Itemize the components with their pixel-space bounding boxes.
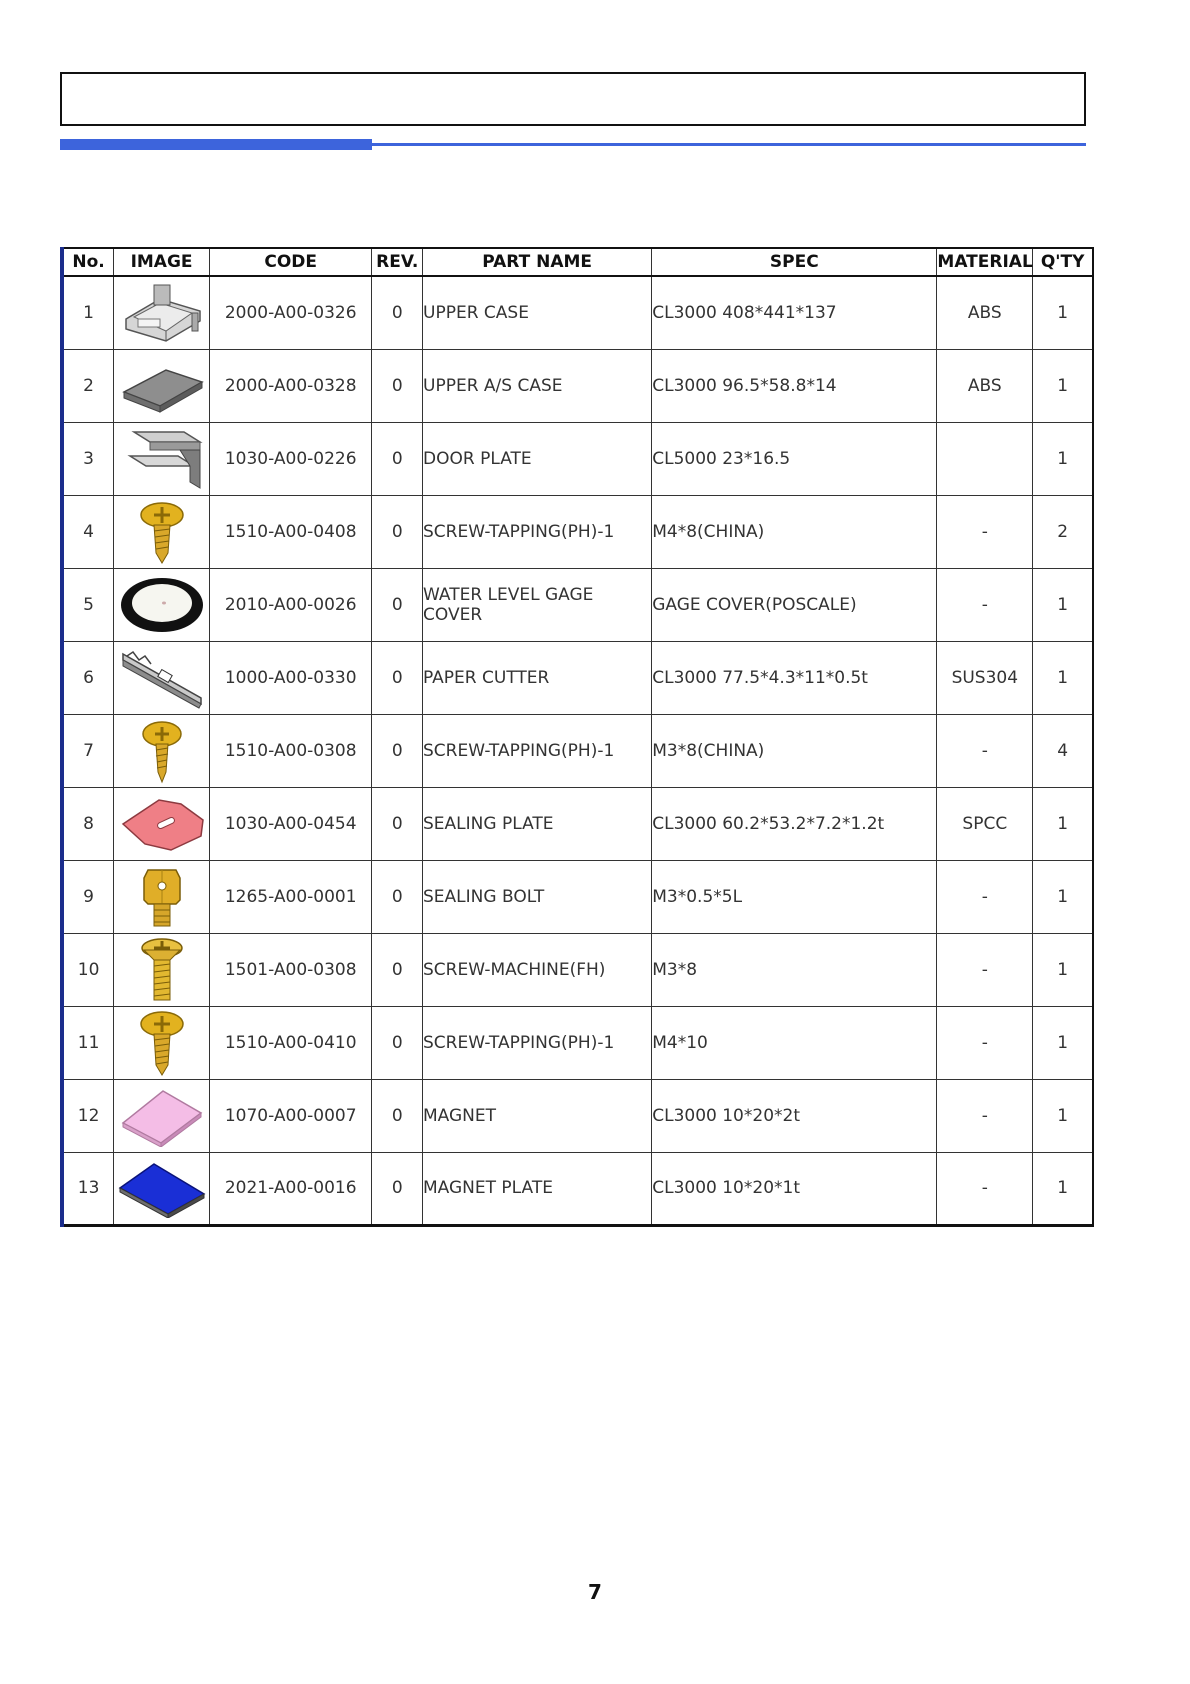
parts-table	[60, 247, 1094, 1227]
table-row	[62, 787, 1093, 860]
gage-cover-ring-icon	[118, 574, 206, 636]
header-qty: Q'TY	[1033, 248, 1093, 276]
row-rev: 0	[372, 787, 423, 860]
header-rule-thick	[60, 139, 372, 150]
row-qty: 4	[1033, 714, 1093, 787]
row-rev: 0	[372, 714, 423, 787]
row-no: 2	[62, 349, 114, 422]
row-spec: M3*8(CHINA)	[652, 714, 937, 787]
row-rev: 0	[372, 860, 423, 933]
row-spec: M4*10	[652, 1006, 937, 1079]
upper-as-case-part-icon	[120, 354, 204, 418]
row-rev: 0	[372, 933, 423, 1006]
row-no: 1	[62, 276, 114, 349]
row-rev: 0	[372, 568, 423, 641]
row-rev: 0	[372, 1079, 423, 1152]
table-row	[62, 1152, 1093, 1225]
row-code: 1510-A00-0410	[209, 1006, 372, 1079]
row-qty: 2	[1033, 495, 1093, 568]
row-material: -	[937, 1006, 1033, 1079]
row-part-name: MAGNET	[423, 1079, 652, 1152]
row-no: 5	[62, 568, 114, 641]
row-part-name: MAGNET PLATE	[423, 1152, 652, 1225]
row-part-name	[423, 568, 652, 641]
row-image	[114, 641, 210, 714]
page-number: 7	[588, 1580, 602, 1604]
row-qty: 1	[1033, 276, 1093, 349]
row-no: 6	[62, 641, 114, 714]
row-qty: 1	[1033, 1006, 1093, 1079]
table-row	[62, 714, 1093, 787]
row-code: 1000-A00-0330	[209, 641, 372, 714]
table-row	[62, 1079, 1093, 1152]
row-rev: 0	[372, 349, 423, 422]
row-no: 8	[62, 787, 114, 860]
row-spec: CL3000 408*441*137	[652, 276, 937, 349]
row-spec: M3*8	[652, 933, 937, 1006]
table-row	[62, 349, 1093, 422]
tapping-screw-icon	[137, 1009, 187, 1077]
row-spec: GAGE COVER(POSCALE)	[652, 568, 937, 641]
header-rev: REV.	[372, 248, 423, 276]
row-no: 11	[62, 1006, 114, 1079]
row-no: 12	[62, 1079, 114, 1152]
row-image	[114, 787, 210, 860]
row-image	[114, 860, 210, 933]
header-image: IMAGE	[114, 248, 210, 276]
header-part-name: PART NAME	[423, 248, 652, 276]
row-spec: M4*8(CHINA)	[652, 495, 937, 568]
row-image	[114, 1079, 210, 1152]
table-row	[62, 860, 1093, 933]
row-code: 2000-A00-0328	[209, 349, 372, 422]
row-part-name: SEALING PLATE	[423, 787, 652, 860]
header-row	[62, 248, 1093, 276]
row-material: -	[937, 1152, 1033, 1225]
row-material: -	[937, 714, 1033, 787]
row-material: -	[937, 860, 1033, 933]
row-material: -	[937, 495, 1033, 568]
row-spec: M3*0.5*5L	[652, 860, 937, 933]
tapping-screw-icon	[137, 718, 187, 784]
row-code: 2021-A00-0016	[209, 1152, 372, 1225]
row-qty: 1	[1033, 787, 1093, 860]
row-qty: 1	[1033, 860, 1093, 933]
row-material: -	[937, 1079, 1033, 1152]
row-part-name: UPPER A/S CASE	[423, 349, 652, 422]
sealing-plate-icon	[119, 794, 205, 854]
table-row	[62, 568, 1093, 641]
table-row	[62, 933, 1093, 1006]
sealing-bolt-icon	[140, 864, 184, 930]
table-row	[62, 1006, 1093, 1079]
header-rule-thin	[372, 143, 1086, 146]
row-rev: 0	[372, 422, 423, 495]
row-code: 1030-A00-0454	[209, 787, 372, 860]
row-rev: 0	[372, 1152, 423, 1225]
row-part-name: SCREW-TAPPING(PH)-1	[423, 1006, 652, 1079]
row-material: SPCC	[937, 787, 1033, 860]
row-spec: CL3000 10*20*2t	[652, 1079, 937, 1152]
table-row	[62, 422, 1093, 495]
paper-cutter-blade-icon	[119, 646, 205, 710]
row-spec: CL5000 23*16.5	[652, 422, 937, 495]
row-image	[114, 422, 210, 495]
row-part-name: UPPER CASE	[423, 276, 652, 349]
header-spec: SPEC	[652, 248, 937, 276]
row-part-name: SCREW-MACHINE(FH)	[423, 933, 652, 1006]
table-row	[62, 276, 1093, 349]
row-code: 1030-A00-0226	[209, 422, 372, 495]
row-qty: 1	[1033, 933, 1093, 1006]
row-image	[114, 1006, 210, 1079]
row-no: 4	[62, 495, 114, 568]
row-code: 1501-A00-0308	[209, 933, 372, 1006]
table-row	[62, 641, 1093, 714]
magnet-plate-icon	[118, 1158, 206, 1218]
row-qty: 1	[1033, 641, 1093, 714]
header-material: MATERIAL	[937, 248, 1033, 276]
part-name-line-2: COVER	[423, 604, 483, 625]
row-rev: 0	[372, 495, 423, 568]
row-rev: 0	[372, 276, 423, 349]
row-rev: 0	[372, 1006, 423, 1079]
machine-screw-icon	[138, 936, 186, 1004]
row-part-name: SCREW-TAPPING(PH)-1	[423, 495, 652, 568]
row-qty: 1	[1033, 568, 1093, 641]
row-code: 1510-A00-0408	[209, 495, 372, 568]
row-part-name: SEALING BOLT	[423, 860, 652, 933]
row-qty: 1	[1033, 422, 1093, 495]
title-box	[60, 72, 1086, 126]
row-rev: 0	[372, 641, 423, 714]
part-name-line-1: WATER LEVEL GAGE	[423, 584, 594, 605]
row-material: ABS	[937, 349, 1033, 422]
row-part-name: PAPER CUTTER	[423, 641, 652, 714]
row-image	[114, 714, 210, 787]
row-part-name: DOOR PLATE	[423, 422, 652, 495]
row-no: 9	[62, 860, 114, 933]
row-image	[114, 568, 210, 641]
row-qty: 1	[1033, 1079, 1093, 1152]
row-no: 3	[62, 422, 114, 495]
table-row	[62, 495, 1093, 568]
row-image	[114, 1152, 210, 1225]
header-code: CODE	[209, 248, 372, 276]
row-material: -	[937, 568, 1033, 641]
row-no: 7	[62, 714, 114, 787]
row-spec: CL3000 96.5*58.8*14	[652, 349, 937, 422]
row-spec: CL3000 10*20*1t	[652, 1152, 937, 1225]
row-part-name: SCREW-TAPPING(PH)-1	[423, 714, 652, 787]
door-plate-part-icon	[120, 426, 204, 492]
row-code: 1265-A00-0001	[209, 860, 372, 933]
row-no: 13	[62, 1152, 114, 1225]
row-image	[114, 495, 210, 568]
row-image	[114, 349, 210, 422]
row-spec: CL3000 77.5*4.3*11*0.5t	[652, 641, 937, 714]
row-code: 1510-A00-0308	[209, 714, 372, 787]
row-code: 2010-A00-0026	[209, 568, 372, 641]
row-no: 10	[62, 933, 114, 1006]
row-code: 2000-A00-0326	[209, 276, 372, 349]
upper-case-part-icon	[120, 281, 204, 345]
header-no: No.	[62, 248, 114, 276]
row-material	[937, 422, 1033, 495]
row-image	[114, 276, 210, 349]
row-code: 1070-A00-0007	[209, 1079, 372, 1152]
tapping-screw-icon	[137, 499, 187, 565]
row-qty: 1	[1033, 1152, 1093, 1225]
row-material: ABS	[937, 276, 1033, 349]
row-spec: CL3000 60.2*53.2*7.2*1.2t	[652, 787, 937, 860]
row-material: SUS304	[937, 641, 1033, 714]
row-material: -	[937, 933, 1033, 1006]
magnet-block-icon	[119, 1085, 205, 1147]
row-image	[114, 933, 210, 1006]
row-qty: 1	[1033, 349, 1093, 422]
